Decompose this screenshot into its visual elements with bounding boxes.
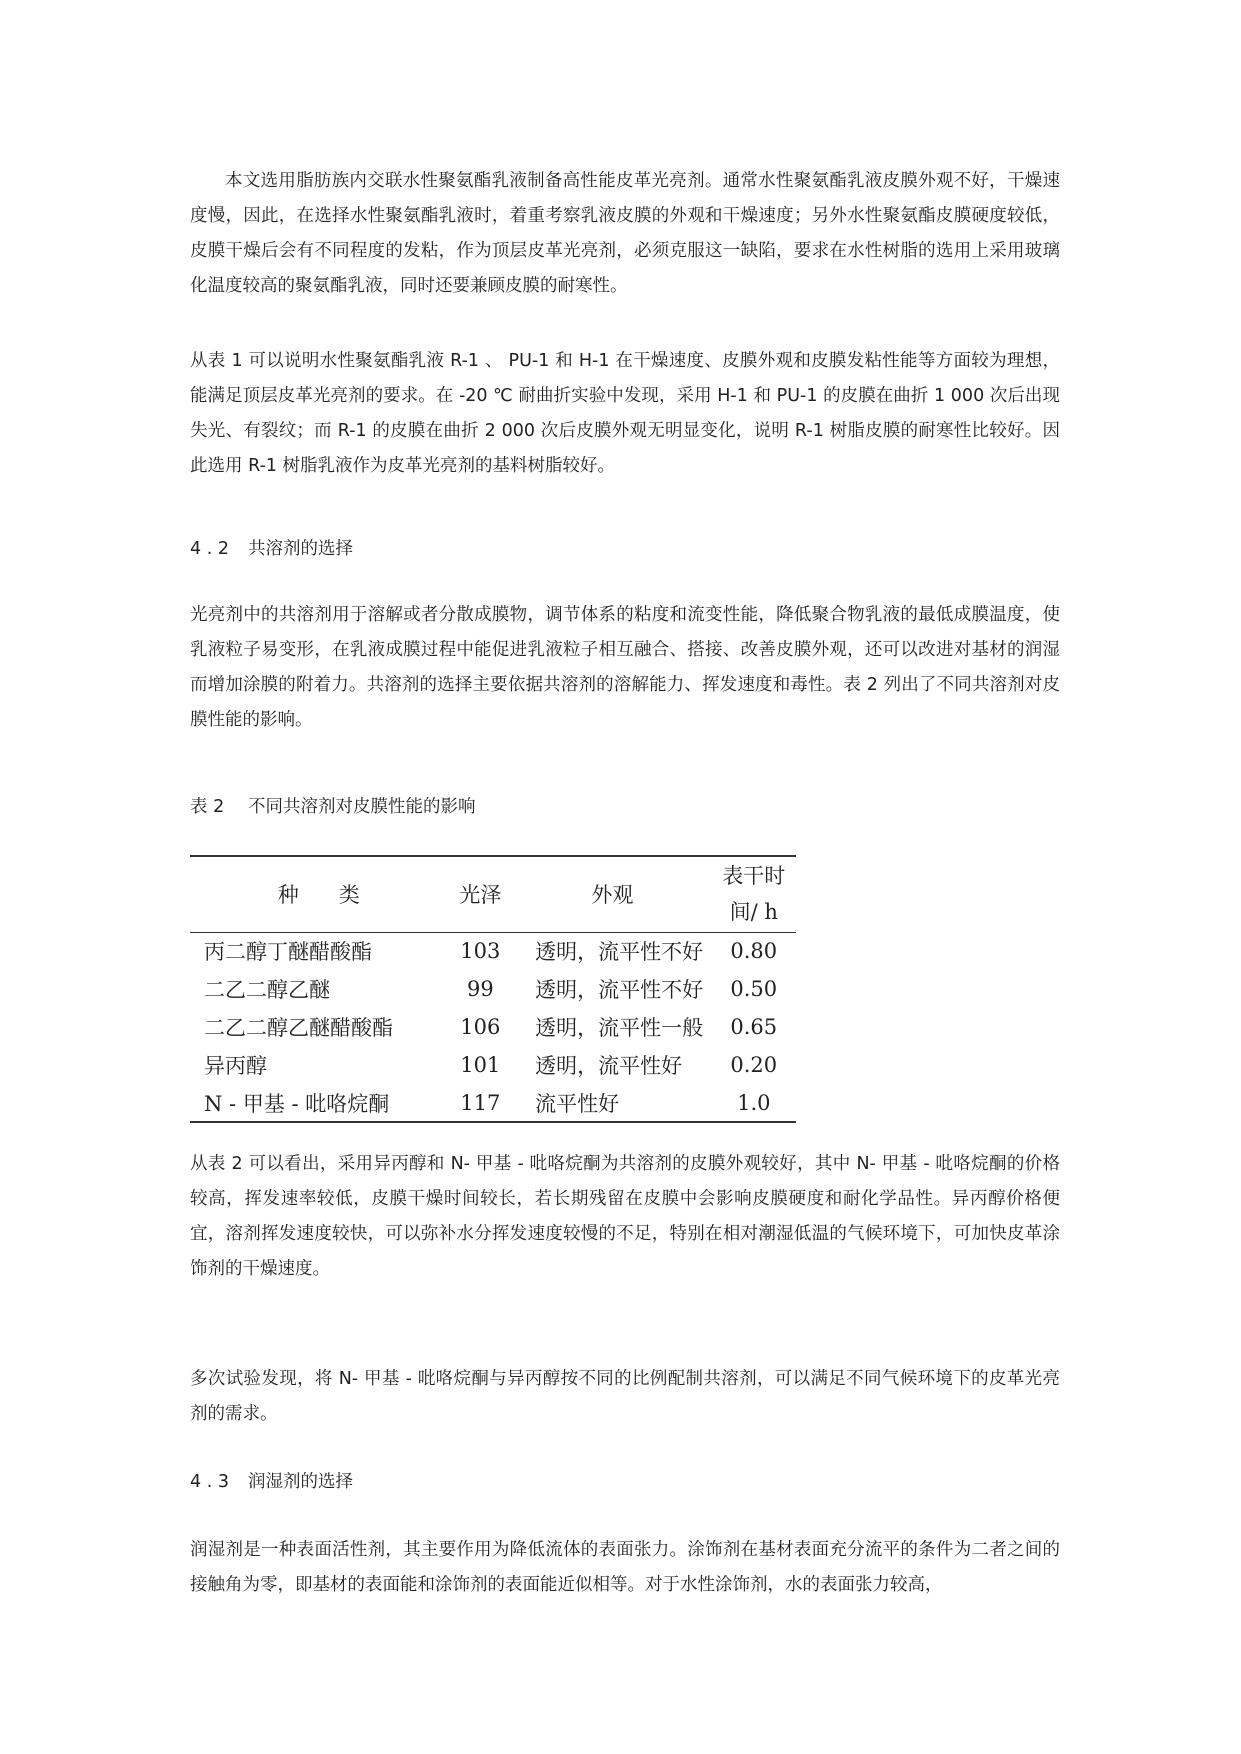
- paragraph-ratio-note: 多次试验发现，将 N- 甲基 - 吡咯烷酮与异丙醇按不同的比例配制共溶剂，可以满足不同气候环境下的皮革光亮剂的需求。: [190, 1369, 1060, 1424]
- cell-dry-time: 0.65: [730, 1015, 778, 1039]
- cell-appearance: 流平性好: [535, 1091, 620, 1116]
- cell-gloss: 103: [460, 939, 501, 964]
- cell-gloss: 99: [466, 977, 494, 1001]
- cell-dry-time: 0.50: [730, 977, 778, 1001]
- header-gloss: 光泽: [459, 883, 502, 908]
- cosolvent-table: [190, 855, 796, 1123]
- cell-type: N - 甲基 - 吡咯烷酮: [204, 1091, 390, 1116]
- table-row: [190, 932, 796, 970]
- table-header-row: [190, 856, 796, 932]
- table-row: [190, 1084, 796, 1122]
- section-title: 共溶剂的选择: [248, 539, 353, 559]
- cell-type: 二乙二醇乙醚醋酸酯: [204, 1016, 393, 1040]
- table-row: [190, 970, 796, 1008]
- cell-appearance: 透明，流平性好: [535, 1054, 683, 1078]
- section-title: 润湿剂的选择: [248, 1472, 353, 1492]
- header-type: 种类: [277, 883, 400, 908]
- cell-dry-time: 0.80: [730, 939, 778, 964]
- section-heading-4-3: [190, 1470, 353, 1494]
- cell-appearance: 透明，流平性不好: [535, 978, 704, 1002]
- header-dry-time-line2: 间/ h: [729, 900, 778, 925]
- table-caption: [190, 795, 476, 819]
- paragraph-table2-discussion: 从表 2 可以看出，采用异丙醇和 N- 甲基 - 吡咯烷酮为共溶剂的皮膜外观较好，其中 N- 甲基 - 吡咯烷酮的价格较高，挥发速率较低，皮膜干燥时间较长，若长期残留在皮膜中会影响皮膜硬度和耐化学品性。异丙醇价格便宜，溶剂挥发速度较快，可以弥补水分挥发速度较慢的不足，特别在相对潮湿低温的气候环境下，可加快皮革涂饰剂的干燥速度。: [190, 1154, 1060, 1279]
- table-caption-text: 不同共溶剂对皮膜性能的影响: [248, 797, 476, 817]
- paragraph-cosolvent: 光亮剂中的共溶剂用于溶解或者分散成膜物，调节体系的粘度和流变性能，降低聚合物乳液的最低成膜温度，使乳液粒子易变形，在乳液成膜过程中能促进乳液粒子相互融合、搭接、改善皮膜外观，还可以改进对基材的润湿而增加涂膜的附着力。共溶剂的选择主要依据共溶剂的溶解能力、挥发速度和毒性。表 2 列出了不同共溶剂对皮膜性能的影响。: [190, 605, 1060, 730]
- cell-gloss: 101: [460, 1053, 501, 1077]
- header-dry-time: [712, 856, 796, 932]
- table-row: [190, 1008, 796, 1046]
- header-appearance: 外观: [591, 883, 634, 908]
- cell-dry-time: 0.20: [730, 1053, 778, 1077]
- cell-appearance: 透明，流平性不好: [535, 940, 704, 965]
- paragraph-table1-discussion: 从表 1 可以说明水性聚氨酯乳液 R-1 、 PU-1 和 H-1 在干燥速度、皮膜外观和皮膜发粘性能等方面较为理想，能满足顶层皮革光亮剂的要求。在 -20 ℃ 耐曲折实验中发现，采用 H-1 和 PU-1 的皮膜在曲折 1 000 次后出现失光、有裂纹；而 R-1 的皮膜在曲折 2 000 次后皮膜外观无明显变化，说明 R-1 树脂皮膜的耐寒性比较好。因此选用 R-1 树脂乳液作为皮革光亮剂的基料树脂较好。: [190, 351, 1060, 476]
- cell-type: 异丙醇: [204, 1054, 267, 1078]
- cell-gloss: 117: [460, 1090, 501, 1115]
- section-number: 4 . 3: [190, 1472, 229, 1492]
- header-dry-time-line1: 表干时: [722, 864, 786, 889]
- cell-type: 二乙二醇乙醚: [204, 978, 330, 1002]
- table-row: [190, 1046, 796, 1084]
- section-heading-4-2: [190, 537, 353, 561]
- paragraph-intro: 本文选用脂肪族内交联水性聚氨酯乳液制备高性能皮革光亮剂。通常水性聚氨酯乳液皮膜外观不好，干燥速度慢，因此，在选择水性聚氨酯乳液时，着重考察乳液皮膜的外观和干燥速度；另外水性聚氨酯皮膜硬度较低，皮膜干燥后会有不同程度的发粘，作为顶层皮革光亮剂，必须克服这一缺陷，要求在水性树脂的选用上采用玻璃化温度较高的聚氨酯乳液，同时还要兼顾皮膜的耐寒性。: [190, 171, 1060, 296]
- section-number: 4 . 2: [190, 539, 229, 559]
- cell-dry-time: 1.0: [737, 1090, 771, 1115]
- paragraph-wetting-agent: 润湿剂是一种表面活性剂，其主要作用为降低流体的表面张力。涂饰剂在基材表面充分流平的条件为二者之间的接触角为零，即基材的表面能和涂饰剂的表面能近似相等。对于水性涂饰剂，水的表面张力较高，: [190, 1540, 1060, 1595]
- cell-type: 丙二醇丁醚醋酸酯: [204, 940, 372, 965]
- cell-gloss: 106: [460, 1015, 501, 1039]
- cell-appearance: 透明，流平性一般: [535, 1016, 704, 1040]
- table-caption-number: 表 2: [190, 797, 225, 817]
